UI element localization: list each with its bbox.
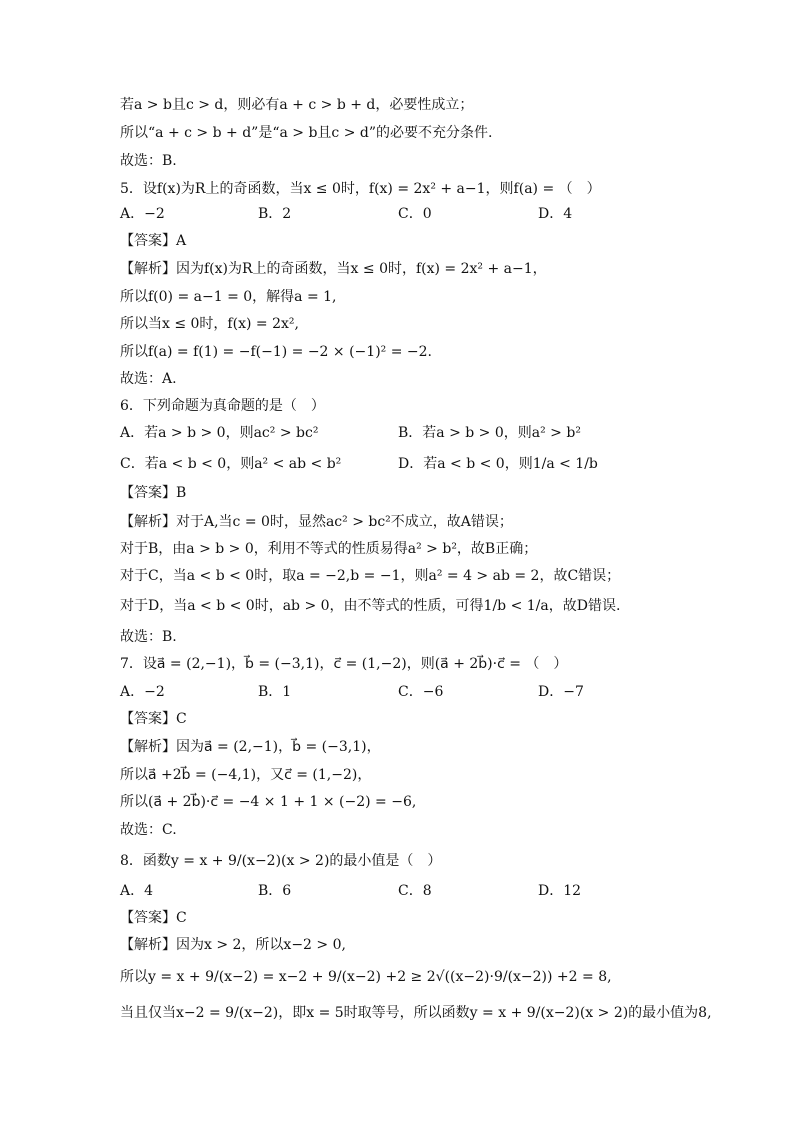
text-line: 所以“a + c > b + d”是“a > b且c > d”的必要不充分条件. bbox=[120, 125, 493, 141]
question-7-stem: 7．设a⃗ = (2,−1)，b⃗ = (−3,1)，c⃗ = (1,−2)，则(a⃗ + 2b⃗)·c⃗ = （ ） bbox=[120, 656, 568, 672]
analysis-line: 所以(a⃗ + 2b⃗)·c⃗ = −4 × 1 + 1 × (−2) = −6, bbox=[120, 794, 417, 810]
answer-label: 【答案】C bbox=[120, 711, 187, 727]
analysis-line: 所以f(0) = a−1 = 0，解得a = 1, bbox=[120, 289, 337, 305]
analysis-line: 所以a⃗ +2b⃗ = (−4,1)，又c⃗ = (1,−2)， bbox=[120, 767, 372, 783]
analysis-line: 对于B，由a > b > 0，利用不等式的性质易得a² > b²，故B正确； bbox=[120, 541, 538, 557]
text-line: 故选：A. bbox=[120, 371, 177, 387]
question-5-stem: 5．设f(x)为R上的奇函数，当x ≤ 0时，f(x) = 2x² + a−1，则f(a) = （ ） bbox=[120, 181, 601, 197]
analysis-line: 对于D，当a < b < 0时，ab > 0，由不等式的性质，可得1/b < 1/a，故D错误. bbox=[120, 598, 621, 614]
analysis-line: 所以f(a) = f(1) = −f(−1) = −2 × (−1)² = −2. bbox=[120, 344, 432, 360]
analysis-line: 所以y = x + 9/(x−2) = x−2 + 9/(x−2) +2 ≥ 2√((x−2)·9/(x−2)) +2 = 8, bbox=[120, 969, 612, 985]
q5-option-d: D．4 bbox=[538, 206, 573, 222]
q8-option-a: A．4 bbox=[120, 883, 154, 899]
text-line: 若a > b且c > d，则必有a + c > b + d，必要性成立； bbox=[120, 97, 474, 113]
q7-option-a: A．−2 bbox=[120, 684, 165, 700]
q8-option-b: B．6 bbox=[258, 883, 292, 899]
analysis-line: 【解析】对于A,当c = 0时，显然ac² > bc²不成立，故A错误； bbox=[120, 514, 513, 530]
answer-label: 【答案】A bbox=[120, 233, 187, 249]
analysis-line: 【解析】因为x > 2，所以x−2 > 0, bbox=[120, 937, 346, 953]
analysis-line: 【解析】因为a⃗ = (2,−1)，b⃗ = (−3,1)， bbox=[120, 739, 381, 755]
q6-option-d: D．若a < b < 0，则1/a < 1/b bbox=[398, 456, 598, 472]
q7-option-d: D．−7 bbox=[538, 684, 584, 700]
answer-label: 【答案】C bbox=[120, 910, 187, 926]
q5-option-c: C．0 bbox=[398, 206, 432, 222]
q7-option-b: B．1 bbox=[258, 684, 292, 700]
question-8-stem: 8．函数y = x + 9/(x−2)(x > 2)的最小值是（ ） bbox=[120, 853, 442, 869]
analysis-line: 当且仅当x−2 = 9/(x−2)，即x = 5时取等号，所以函数y = x + 9/(x−2)(x > 2)的最小值为8, bbox=[120, 1005, 712, 1021]
analysis-line: 所以当x ≤ 0时，f(x) = 2x², bbox=[120, 316, 299, 332]
text-line: 故选：C. bbox=[120, 822, 177, 838]
q8-option-c: C．8 bbox=[398, 883, 432, 899]
text-line: 故选：B. bbox=[120, 153, 177, 169]
q7-option-c: C．−6 bbox=[398, 684, 444, 700]
q5-option-a: A．−2 bbox=[120, 206, 165, 222]
q6-option-b: B．若a > b > 0，则a² > b² bbox=[398, 425, 581, 441]
text-line: 故选：B. bbox=[120, 629, 177, 645]
q6-option-c: C．若a < b < 0，则a² < ab < b² bbox=[120, 456, 342, 472]
q8-option-d: D．12 bbox=[538, 883, 582, 899]
analysis-line: 对于C，当a < b < 0时，取a = −2,b = −1，则a² = 4 > ab = 2，故C错误； bbox=[120, 568, 621, 584]
answer-label: 【答案】B bbox=[120, 485, 187, 501]
analysis-line: 【解析】因为f(x)为R上的奇函数，当x ≤ 0时，f(x) = 2x² + a−1， bbox=[120, 261, 547, 277]
question-6-stem: 6．下列命题为真命题的是（ ） bbox=[120, 398, 325, 414]
q6-option-a: A．若a > b > 0，则ac² > bc² bbox=[120, 425, 319, 441]
q5-option-b: B．2 bbox=[258, 206, 292, 222]
